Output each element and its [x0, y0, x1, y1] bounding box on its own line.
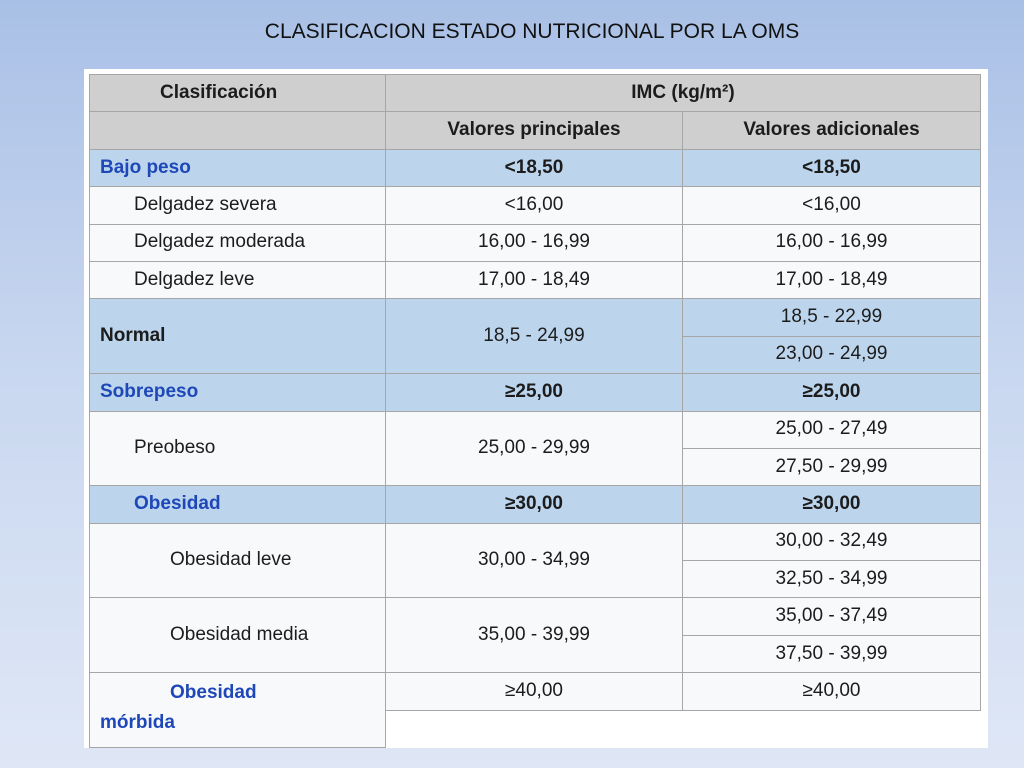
header-row-2: [90, 112, 981, 149]
table-row-sobrepeso: [90, 374, 981, 411]
delgadez-severa-label: Delgadez severa: [90, 187, 386, 224]
table-row-bajo-peso: [90, 149, 981, 186]
table-row-obesidad: [90, 486, 981, 523]
bajo-peso-adicional: <18,50: [683, 149, 981, 186]
trailing-blank-cell: [683, 710, 981, 747]
slide-title: CLASIFICACION ESTADO NUTRICIONAL POR LA OMS: [264, 20, 800, 43]
table-row-delgadez-severa: [90, 187, 981, 224]
obesidad-morbida-line1: Obesidad: [170, 682, 257, 704]
obesidad-leve-adicional-2: 32,50 - 34,99: [683, 561, 981, 598]
header-valores-adicionales: Valores adicionales: [683, 112, 981, 149]
bajo-peso-link[interactable]: Bajo peso: [90, 149, 386, 186]
preobeso-label: Preobeso: [90, 411, 386, 486]
obesidad-morbida-adicional: ≥40,00: [683, 673, 981, 710]
table-row-obesidad-morbida: [90, 673, 981, 710]
obesidad-principal: ≥30,00: [386, 486, 683, 523]
obesidad-leve-label: Obesidad leve: [90, 523, 386, 598]
header-imc: IMC (kg/m²): [386, 75, 981, 112]
obesidad-leve-adicional-1: 30,00 - 32,49: [683, 523, 981, 560]
obesidad-morbida-link[interactable]: [90, 673, 386, 747]
classification-table-frame: [84, 69, 988, 748]
header-valores-principales: Valores principales: [386, 112, 683, 149]
delgadez-leve-principal: 17,00 - 18,49: [386, 261, 683, 298]
table-row-normal: [90, 299, 981, 336]
delgadez-moderada-principal: 16,00 - 16,99: [386, 224, 683, 261]
delgadez-moderada-adicional: 16,00 - 16,99: [683, 224, 981, 261]
obesidad-link[interactable]: Obesidad: [90, 486, 386, 523]
obesidad-morbida-principal: ≥40,00: [386, 673, 683, 710]
table-row-obesidad-leve: [90, 523, 981, 560]
classification-table: [89, 74, 981, 748]
delgadez-severa-principal: <16,00: [386, 187, 683, 224]
sobrepeso-link[interactable]: Sobrepeso: [90, 374, 386, 411]
obesidad-media-label: Obesidad media: [90, 598, 386, 673]
trailing-blank-cell: [386, 710, 683, 747]
sobrepeso-principal: ≥25,00: [386, 374, 683, 411]
table-row-delgadez-moderada: [90, 224, 981, 261]
delgadez-leve-adicional: 17,00 - 18,49: [683, 261, 981, 298]
header-clasificacion: Clasificación: [90, 75, 386, 112]
header-row-1: [90, 75, 981, 112]
obesidad-morbida-line2: mórbida: [100, 711, 175, 733]
obesidad-leve-principal: 30,00 - 34,99: [386, 523, 683, 598]
delgadez-moderada-label: Delgadez moderada: [90, 224, 386, 261]
delgadez-leve-label: Delgadez leve: [90, 261, 386, 298]
normal-adicional-2: 23,00 - 24,99: [683, 336, 981, 373]
normal-adicional-1: 18,5 - 22,99: [683, 299, 981, 336]
preobeso-principal: 25,00 - 29,99: [386, 411, 683, 486]
obesidad-media-adicional-2: 37,50 - 39,99: [683, 635, 981, 672]
table-row-preobeso: [90, 411, 981, 448]
table-row-obesidad-media: [90, 598, 981, 635]
normal-principal: 18,5 - 24,99: [386, 299, 683, 374]
obesidad-media-principal: 35,00 - 39,99: [386, 598, 683, 673]
header-empty-cell: [90, 112, 386, 149]
preobeso-adicional-1: 25,00 - 27,49: [683, 411, 981, 448]
table-row-delgadez-leve: [90, 261, 981, 298]
preobeso-adicional-2: 27,50 - 29,99: [683, 448, 981, 485]
bajo-peso-principal: <18,50: [386, 149, 683, 186]
obesidad-media-adicional-1: 35,00 - 37,49: [683, 598, 981, 635]
sobrepeso-adicional: ≥25,00: [683, 374, 981, 411]
obesidad-adicional: ≥30,00: [683, 486, 981, 523]
delgadez-severa-adicional: <16,00: [683, 187, 981, 224]
normal-label: Normal: [90, 299, 386, 374]
